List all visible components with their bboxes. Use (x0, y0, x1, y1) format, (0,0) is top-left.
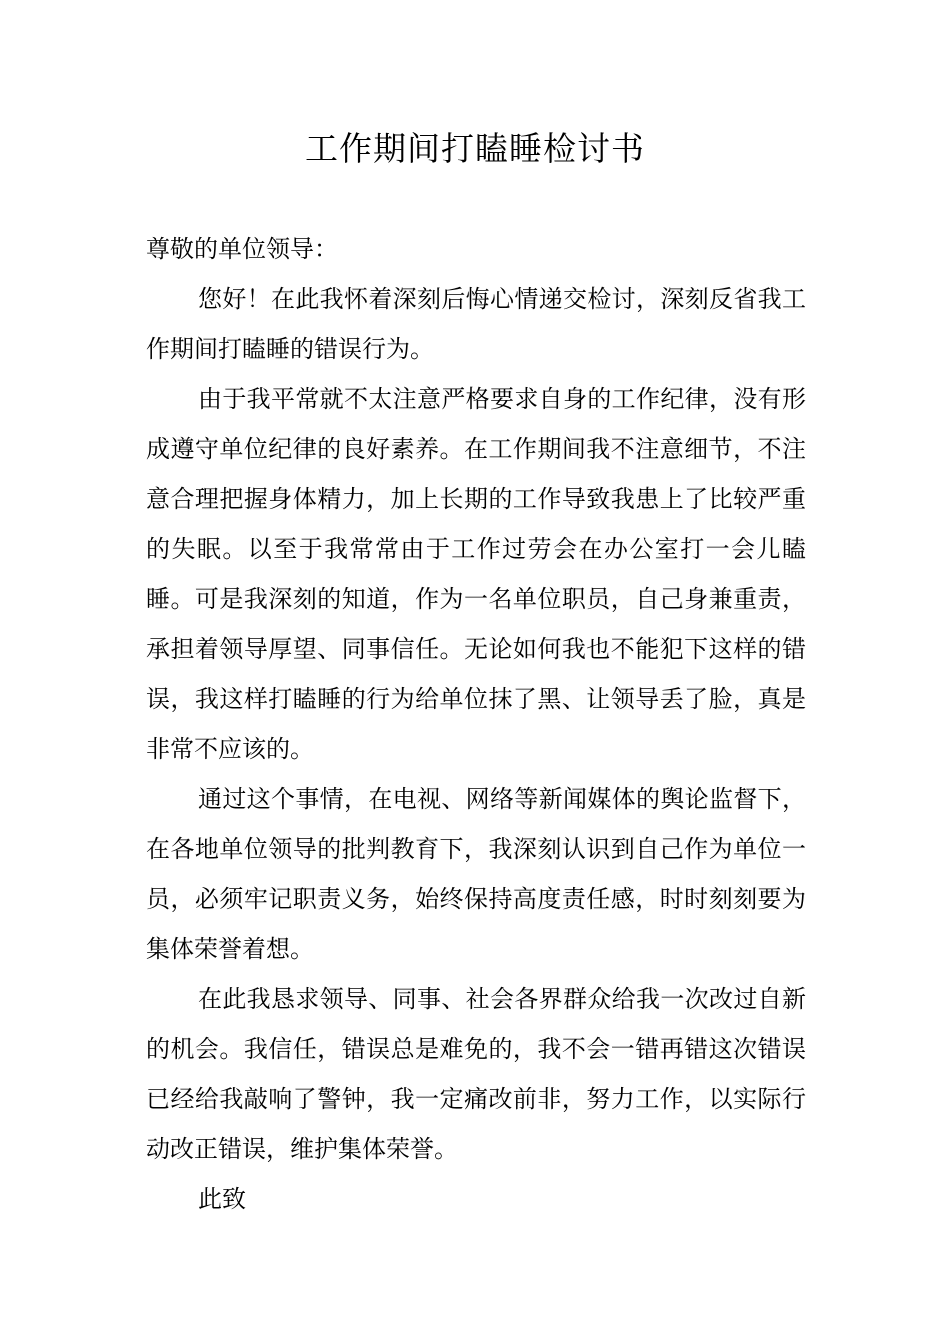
document-body (146, 224, 806, 1224)
paragraph-reflection: 通过这个事情，在电视、网络等新闻媒体的舆论监督下，在各地单位领导的批判教育下，我深刻认识到自己作为单位一员，必须牢记职责义务，始终保持高度责任感，时时刻刻要为集体荣誉着想。 (146, 785, 806, 963)
salutation: 尊敬的单位领导： (146, 235, 338, 263)
paragraph-reason: 由于我平常就不太注意严格要求自身的工作纪律，没有形成遵守单位纪律的良好素养。在工作期间我不注意细节，不注意合理把握身体精力，加上长期的工作导致我患上了比较严重的失眠。以至于我常常由于工作过劳会在办公室打一会儿瞌睡。可是我深刻的知道，作为一名单位职员，自己身兼重责，承担着领导厚望、同事信任。无论如何我也不能犯下这样的错误，我这样打瞌睡的行为给单位抹了黑、让领导丢了脸，真是非常不应该的。 (146, 385, 806, 763)
paragraph-plea: 在此我恳求领导、同事、社会各界群众给我一次改过自新的机会。我信任，错误总是难免的，我不会一错再错这次错误已经给我敲响了警钟，我一定痛改前非，努力工作，以实际行动改正错误，维护集体荣誉。 (146, 985, 806, 1163)
paragraph-greeting: 您好！在此我怀着深刻后悔心情递交检讨，深刻反省我工作期间打瞌睡的错误行为。 (146, 285, 806, 363)
closing-phrase: 此致 (198, 1185, 246, 1213)
document-title: 工作期间打瞌睡检讨书 (305, 129, 645, 168)
